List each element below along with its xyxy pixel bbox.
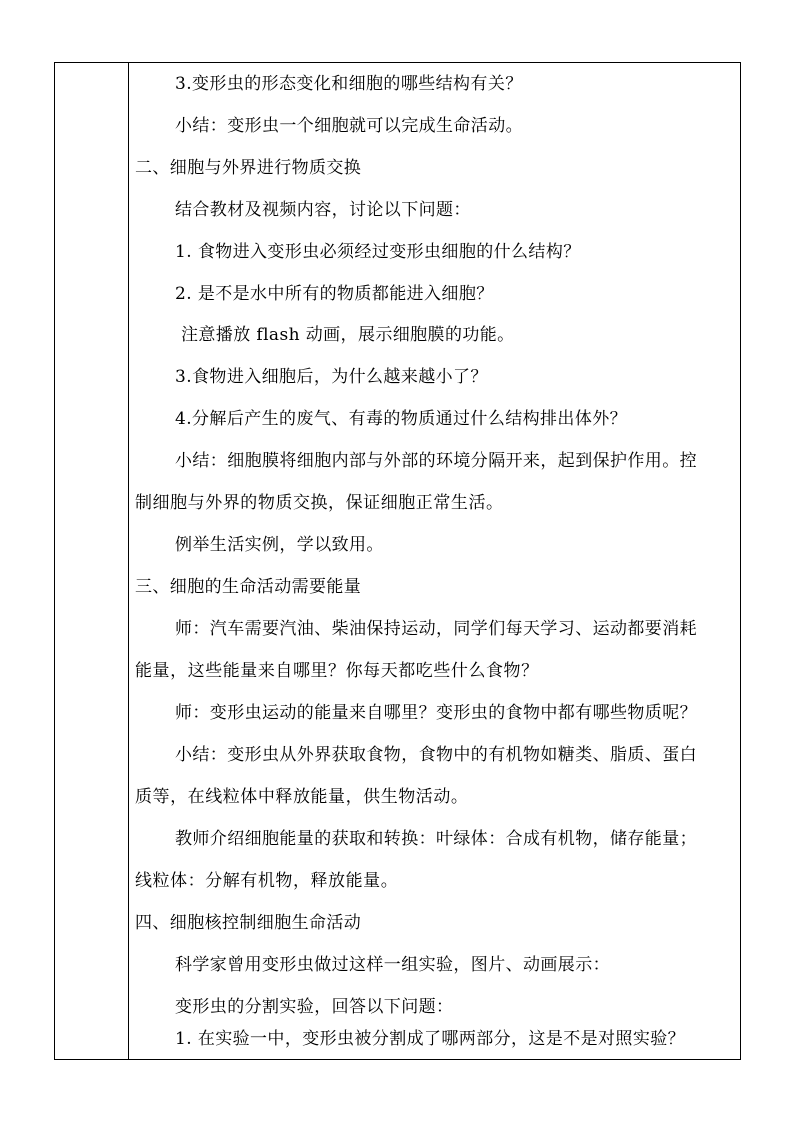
lesson-table [54, 62, 741, 1060]
question-line: 3.食物进入细胞后，为什么越来越小了？ [175, 367, 488, 387]
text-line: 结合教材及视频内容，讨论以下问题： [175, 200, 471, 220]
text-line: 注意播放 flash 动画，展示细胞膜的功能。 [181, 325, 515, 345]
section-heading: 三、细胞的生命活动需要能量 [135, 577, 362, 597]
section-heading: 四、细胞核控制细胞生命活动 [135, 913, 362, 933]
text-line: 例举生活实例，学以致用。 [175, 535, 384, 555]
text-line: 科学家曾用变形虫做过这样一组实验，图片、动画展示： [175, 955, 610, 975]
summary-line: 小结：变形虫从外界获取食物，食物中的有机物如糖类、脂质、蛋白 [175, 745, 697, 765]
text-line: 3.变形虫的形态变化和细胞的哪些结构有关？ [175, 74, 523, 94]
summary-line: 小结：细胞膜将细胞内部与外部的环境分隔开来，起到保护作用。控 [175, 451, 697, 471]
question-line: 4.分解后产生的废气、有毒的物质通过什么结构排出体外？ [175, 409, 628, 429]
question-line: 1. 食物进入变形虫必须经过变形虫细胞的什么结构？ [175, 242, 581, 262]
text-line-continued: 能量，这些能量来自哪里？你每天都吃些什么食物？ [135, 661, 539, 681]
text-line: 小结：变形虫一个细胞就可以完成生命活动。 [175, 116, 523, 136]
question-line: 2. 是不是水中所有的物质都能进入细胞？ [175, 284, 494, 304]
question-line: 1. 在实验一中，变形虫被分割成了哪两部分，这是不是对照实验？ [175, 1029, 686, 1049]
summary-line-continued: 制细胞与外界的物质交换，保证细胞正常生活。 [135, 493, 504, 513]
text-line: 教师介绍细胞能量的获取和转换：叶绿体：合成有机物，储存能量； [175, 829, 697, 849]
summary-line-continued: 质等，在线粒体中释放能量，供生物活动。 [135, 787, 469, 807]
left-column-cell [55, 63, 129, 1059]
section-heading: 二、细胞与外界进行物质交换 [135, 158, 362, 178]
text-line: 师：汽车需要汽油、柴油保持运动，同学们每天学习、运动都要消耗 [175, 619, 697, 639]
text-line: 变形虫的分割实验，回答以下问题： [175, 997, 454, 1017]
text-line: 师：变形虫运动的能量来自哪里？变形虫的食物中都有哪些物质呢？ [175, 703, 697, 723]
text-line-continued: 线粒体：分解有机物，释放能量。 [135, 871, 399, 891]
